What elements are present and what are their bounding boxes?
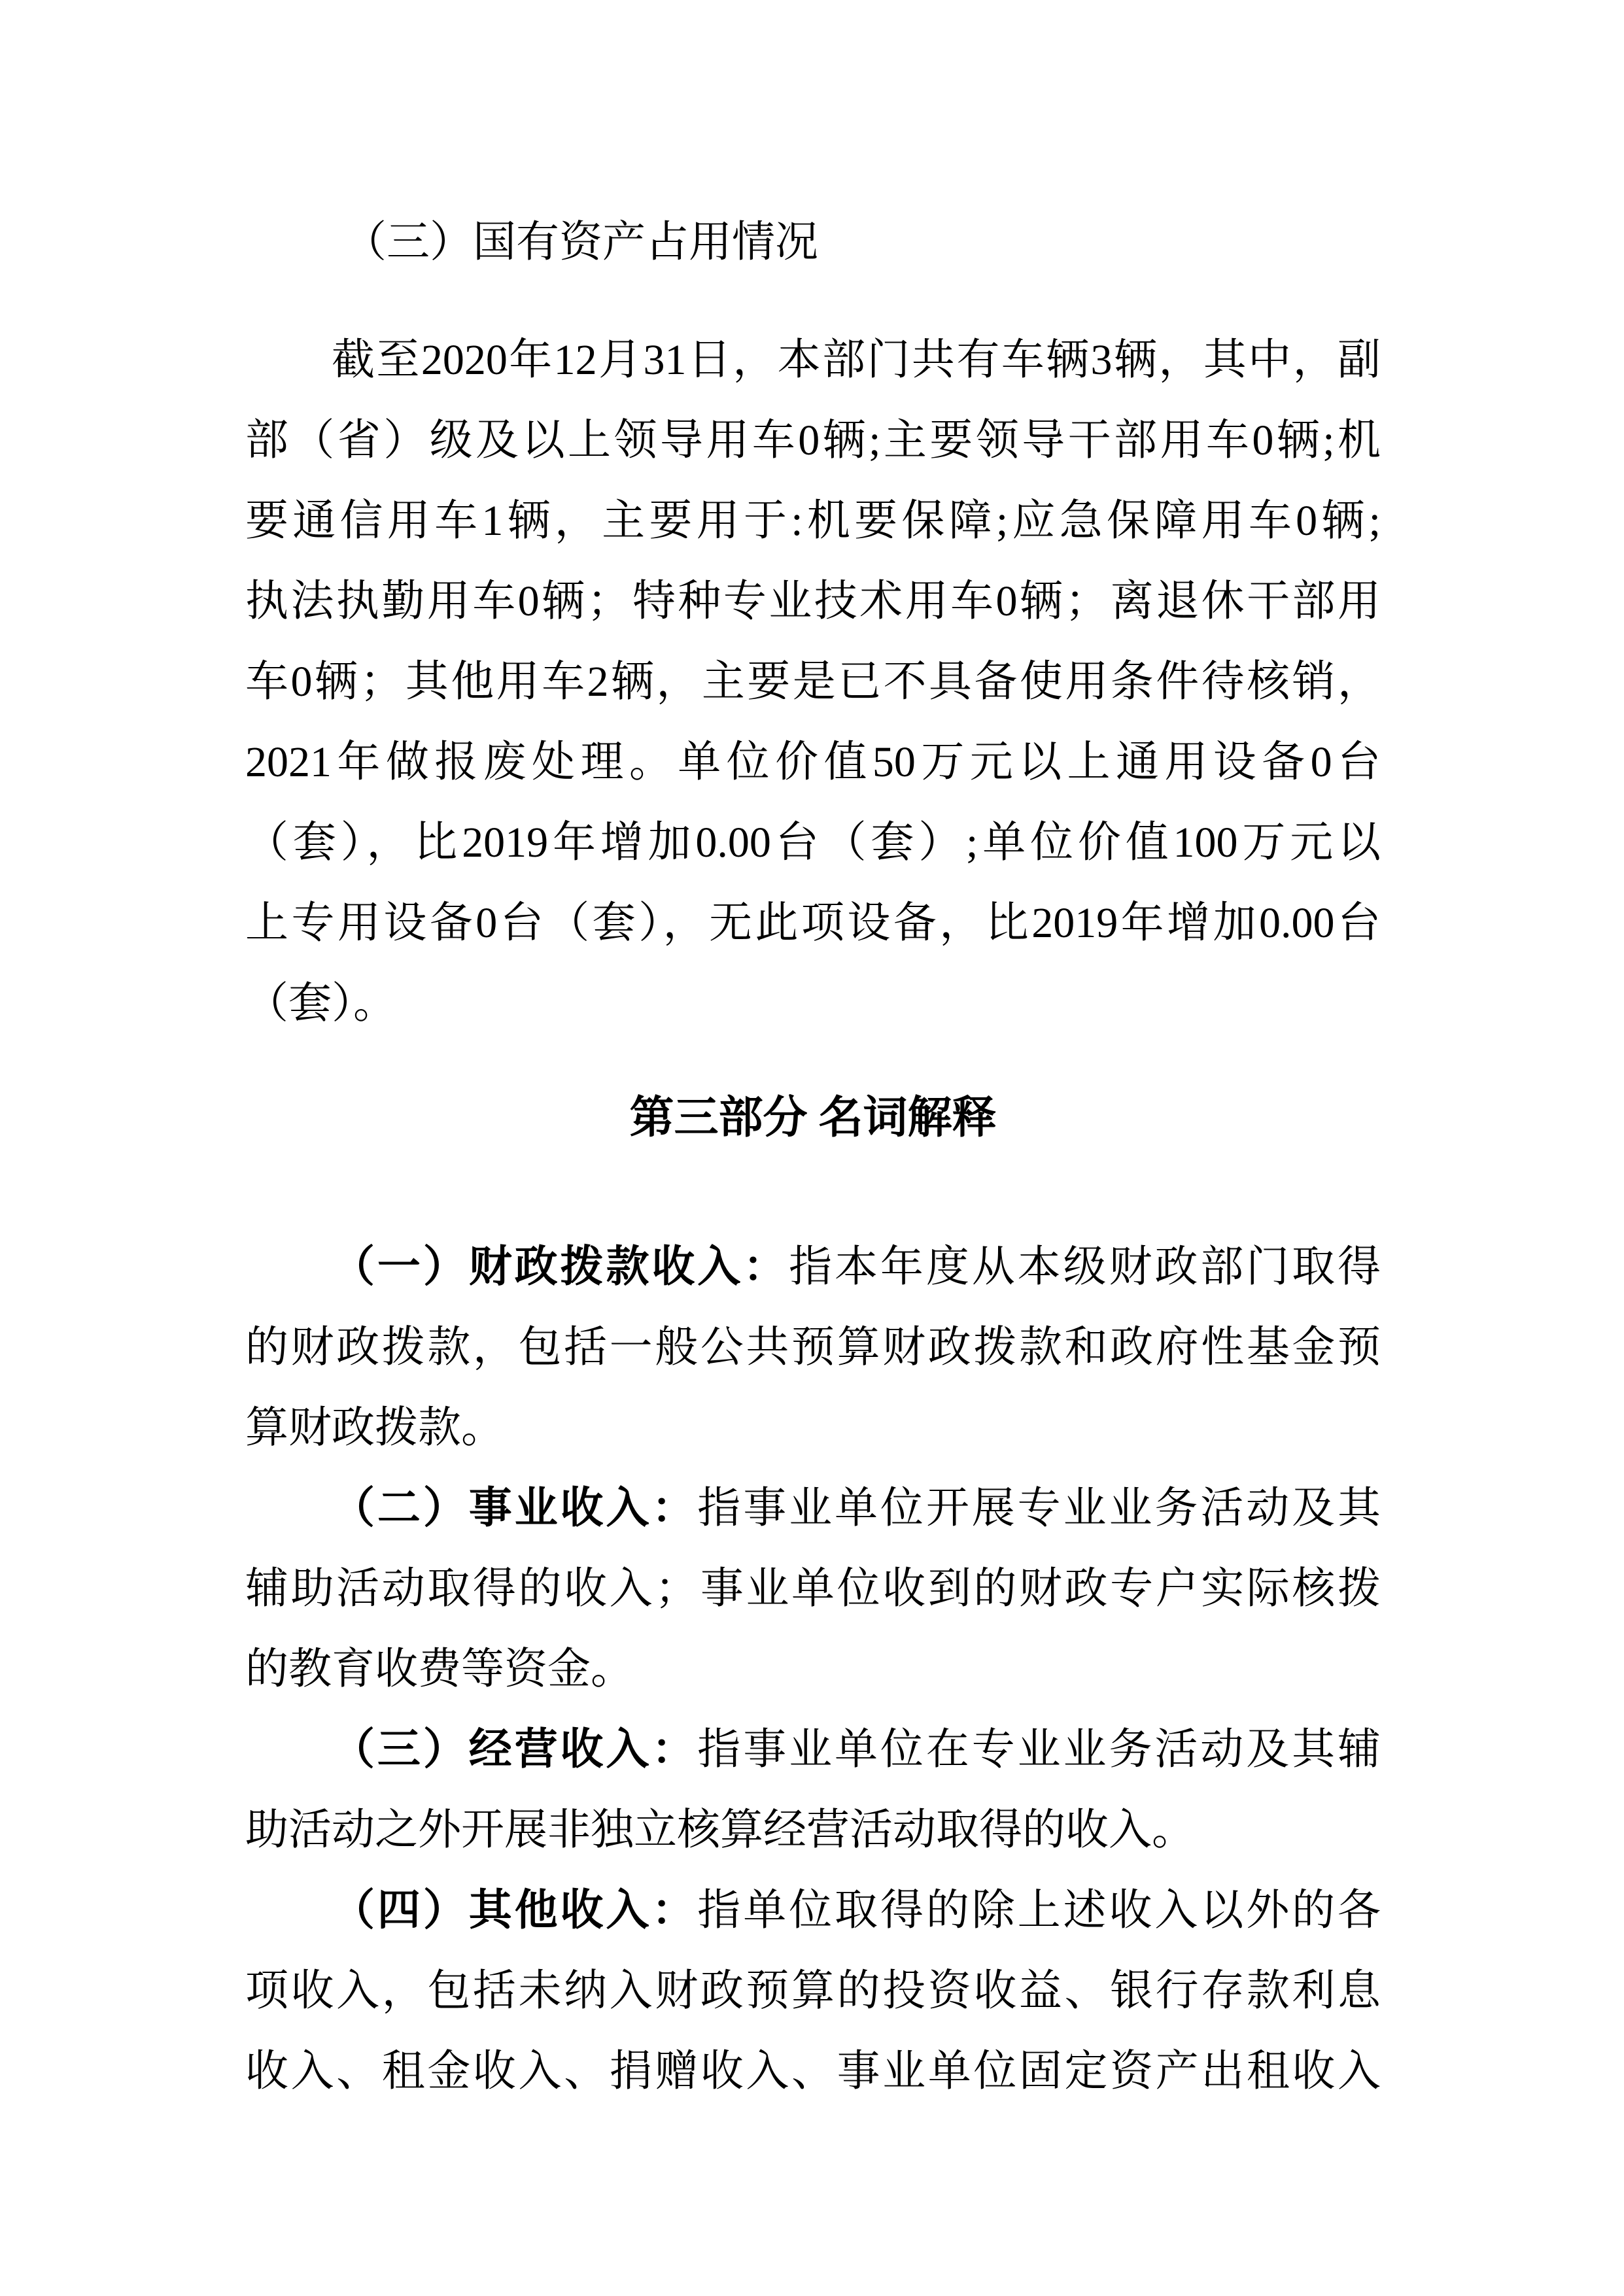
paragraph-line: 车0辆；其他用车2辆，主要是已不具备使用条件待核销， <box>245 658 1381 706</box>
paragraph-line: 2021年做报废处理。单位价值50万元以上通用设备0台 <box>245 738 1381 786</box>
term-text: 指单位取得的除上述收入以外的各 <box>697 1887 1381 1934</box>
section-title: 第三部分 名词解释 <box>629 1093 997 1142</box>
paragraph-line: 执法执勤用车0辆；特种专业技术用车0辆；离退休干部用 <box>245 577 1381 625</box>
term-lead: （四）其他收入： <box>332 1887 698 1934</box>
term-lead: （一）财政拨款收入： <box>332 1243 789 1291</box>
term-line: 辅助活动取得的收入；事业单位收到的财政专户实际核拨 <box>245 1565 1381 1613</box>
term-lead: （二）事业收入： <box>332 1484 698 1532</box>
term-text: 指事业单位在专业业务活动及其辅 <box>697 1726 1381 1773</box>
paragraph-line: （套）。 <box>245 980 396 1027</box>
paragraph-line: 部（省）级及以上领导用车0辆;主要领导干部用车0辆;机 <box>245 417 1381 464</box>
term-text: 指本年度从本级财政部门取得 <box>789 1243 1381 1291</box>
term-line: 收入、租金收入、捐赠收入、事业单位固定资产出租收入 <box>245 2048 1381 2095</box>
term-line: 项收入，包括未纳入财政预算的投资收益、银行存款利息 <box>245 1967 1381 2015</box>
paragraph-line: （套），比2019年增加0.00台（套）;单位价值100万元以 <box>245 819 1381 866</box>
glossary-section <box>245 1227 1381 2112</box>
term-line <box>245 1227 1381 1307</box>
term-line: 算财政拨款。 <box>245 1404 504 1452</box>
term-lead: （三）经营收入： <box>332 1726 698 1773</box>
paragraph-line: 截至2020年12月31日，本部门共有车辆3辆，其中，副 <box>332 336 1381 384</box>
term-line: 助活动之外开展非独立核算经营活动取得的收入。 <box>245 1806 1195 1854</box>
term-line <box>245 1709 1381 1790</box>
term-line <box>245 1870 1381 1951</box>
term-line: 的教育收费等资金。 <box>245 1645 634 1693</box>
term-line <box>245 1468 1381 1549</box>
paragraph-line: 要通信用车1辆，主要用于:机要保障;应急保障用车0辆; <box>245 497 1381 545</box>
term-text: 指事业单位开展专业业务活动及其 <box>697 1484 1381 1532</box>
subsection-heading: （三）国有资产占用情况 <box>343 218 818 266</box>
paragraph-line: 上专用设备0台（套），无此项设备，比2019年增加0.00台 <box>245 899 1381 947</box>
state-assets-paragraph <box>245 320 1381 1044</box>
term-line: 的财政拨款，包括一般公共预算财政拨款和政府性基金预 <box>245 1324 1381 1371</box>
